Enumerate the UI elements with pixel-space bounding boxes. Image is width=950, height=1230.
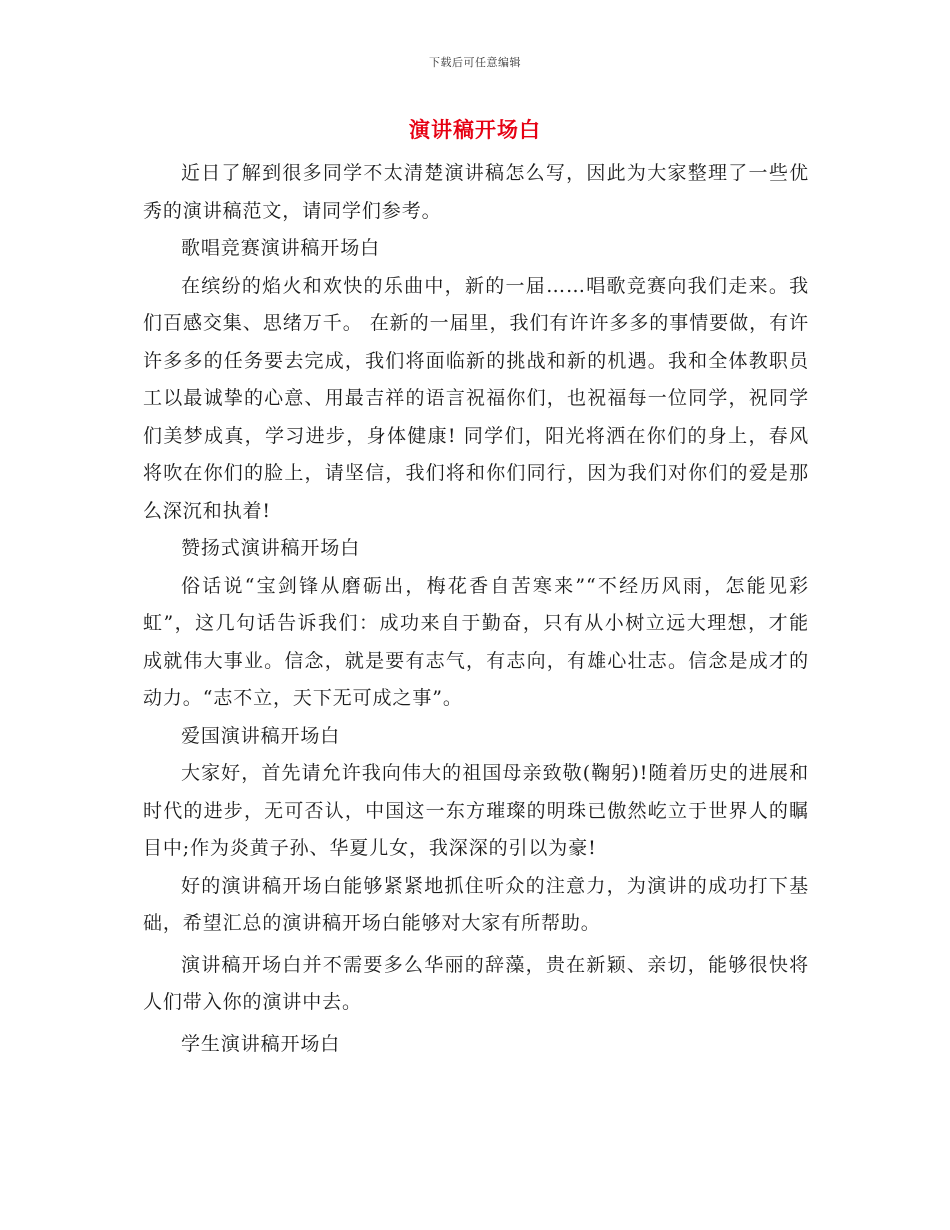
paragraph-advice: 演讲稿开场白并不需要多么华丽的辞藻，贵在新颖、亲切，能够很快将人们带入你的演讲中去。 xyxy=(143,953,809,1013)
paragraph-summary: 好的演讲稿开场白能够紧紧地抓住听众的注意力，为演讲的成功打下基础，希望汇总的演讲稿开场白能够对大家有所帮助。 xyxy=(143,874,809,934)
section-heading-singing: 歌唱竞赛演讲稿开场白 xyxy=(181,237,381,259)
section-heading-student: 学生演讲稿开场白 xyxy=(181,1032,341,1055)
document-body xyxy=(143,155,809,1063)
document-title: 演讲稿开场白 xyxy=(409,118,541,142)
intro-paragraph: 近日了解到很多同学不太清楚演讲稿怎么写，因此为大家整理了一些优秀的演讲稿范文，请同学们参考。 xyxy=(143,162,809,222)
section-heading-patriotic: 爱国演讲稿开场白 xyxy=(181,724,341,747)
paragraph-patriotic: 大家好，首先请允许我向伟大的祖国母亲致敬(鞠躬)!随着历史的进展和时代的进步，无可否认，中国这一东方璀璨的明珠已傲然屹立于世界人的瞩目中;作为炎黄子孙、华夏儿女，我深深的引以为豪! xyxy=(143,762,809,859)
paragraph-praise: 俗话说“宝剑锋从磨砺出，梅花香自苦寒来”“不经历风雨，怎能见彩虹”，这几句话告诉我们：成功来自于勤奋，只有从小树立远大理想，才能成就伟大事业。信念，就是要有志气，有志向，有雄心壮志。信念是成才的动力。“志不立，天下无可成之事”。 xyxy=(143,574,809,709)
header-note: 下载后可任意编辑 xyxy=(429,56,521,69)
section-heading-praise: 赞扬式演讲稿开场白 xyxy=(181,537,361,559)
paragraph-singing: 在缤纷的焰火和欢快的乐曲中，新的一届……唱歌竞赛向我们走来。我们百感交集、思绪万千。 在新的一届里，我们有许许多多的事情要做，有许许多多的任务要去完成，我们将面临新的挑战和新的机遇。我和全体教职员工以最诚挚的心意、用最吉祥的语言祝福你们，也祝福每一位同学，祝同学们美梦成真，学习进步，身体健康! 同学们，阳光将洒在你们的身上，春风将吹在你们的脸上，请坚信，我们将和你们同行，因为我们对你们的爱是那么深沉和执着! xyxy=(143,274,809,522)
